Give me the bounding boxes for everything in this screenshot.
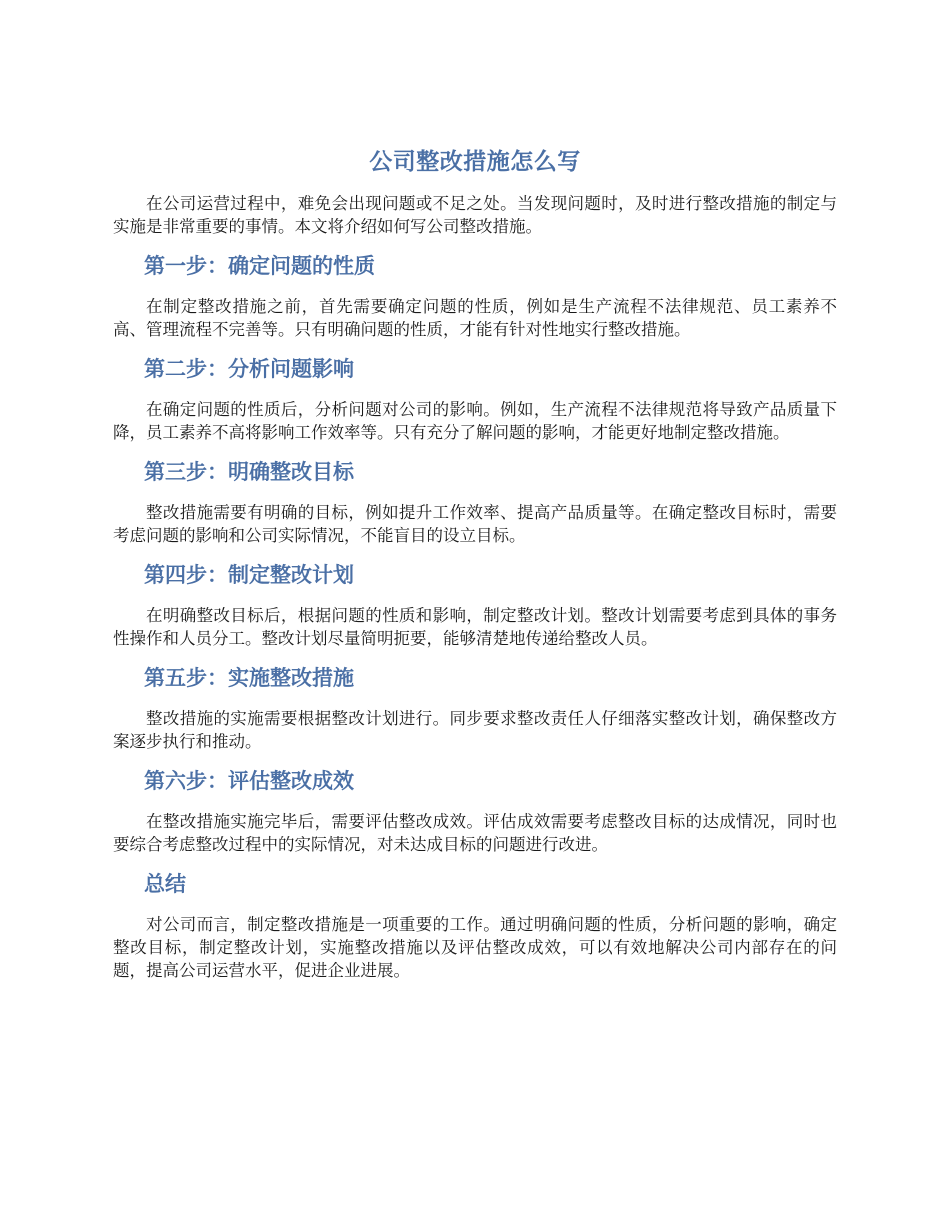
section-body-step-1: 在制定整改措施之前，首先需要确定问题的性质，例如是生产流程不法律规范、员工素养不高、管理流程不完善等。只有明确问题的性质，才能有针对性地实行整改措施。	[113, 297, 837, 339]
section-heading-step-2: 第二步：分析问题影响	[144, 357, 354, 381]
document-title: 公司整改措施怎么写	[369, 149, 581, 175]
section-body-step-5: 整改措施的实施需要根据整改计划进行。同步要求整改责任人仔细落实整改计划，确保整改方案逐步执行和推动。	[113, 709, 837, 751]
section-body-step-3: 整改措施需要有明确的目标，例如提升工作效率、提高产品质量等。在确定整改目标时，需要考虑问题的影响和公司实际情况，不能盲目的设立目标。	[113, 503, 837, 545]
section-body-step-2: 在确定问题的性质后，分析问题对公司的影响。例如，生产流程不法律规范将导致产品质量下降，员工素养不高将影响工作效率等。只有充分了解问题的影响，才能更好地制定整改措施。	[113, 400, 837, 442]
section-heading-step-6: 第六步：评估整改成效	[144, 769, 354, 793]
section-body-step-6: 在整改措施实施完毕后，需要评估整改成效。评估成效需要考虑整改目标的达成情况，同时也要综合考虑整改过程中的实际情况，对未达成目标的问题进行改进。	[113, 812, 837, 854]
section-body-summary: 对公司而言，制定整改措施是一项重要的工作。通过明确问题的性质，分析问题的影响，确定整改目标，制定整改计划，实施整改措施以及评估整改成效，可以有效地解决公司内部存在的问题，提高公司运营水平，促进企业进展。	[113, 915, 837, 980]
section-heading-step-4: 第四步：制定整改计划	[144, 563, 354, 587]
section-heading-step-5: 第五步：实施整改措施	[144, 666, 354, 690]
intro-paragraph: 在公司运营过程中，难免会出现问题或不足之处。当发现问题时，及时进行整改措施的制定与实施是非常重要的事情。本文将介绍如何写公司整改措施。	[113, 194, 837, 236]
document-content	[113, 146, 837, 982]
section-body-step-4: 在明确整改目标后，根据问题的性质和影响，制定整改计划。整改计划需要考虑到具体的事务性操作和人员分工。整改计划尽量简明扼要，能够清楚地传递给整改人员。	[113, 606, 837, 648]
section-heading-summary: 总结	[144, 872, 186, 896]
section-heading-step-1: 第一步：确定问题的性质	[144, 254, 375, 278]
section-heading-step-3: 第三步：明确整改目标	[144, 460, 354, 484]
